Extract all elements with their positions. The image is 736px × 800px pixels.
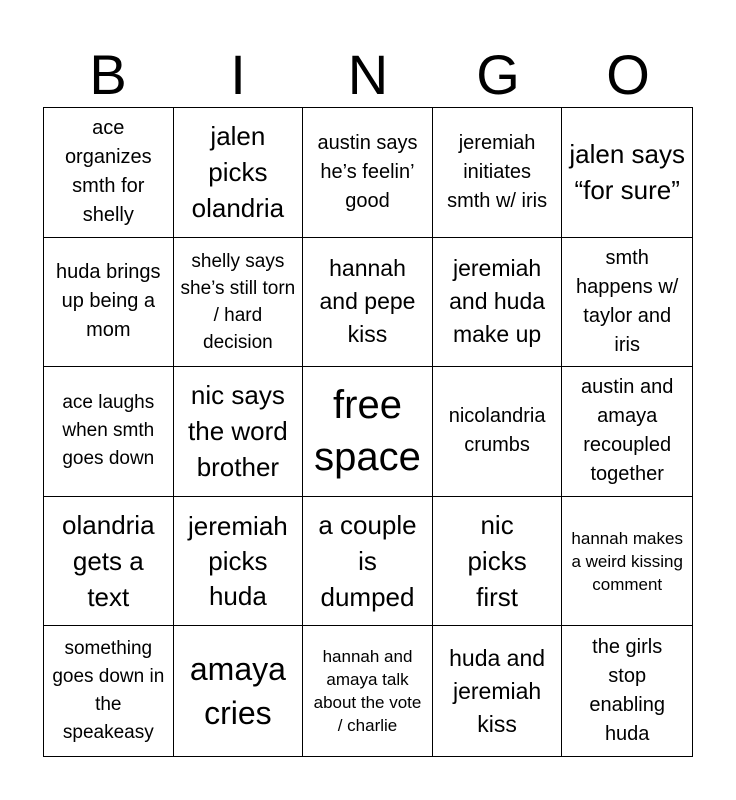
bingo-cell[interactable] [433,108,563,238]
header-letter-i: I [230,43,246,106]
cell-text: huda brings up being a mom [56,261,161,342]
bingo-cell[interactable] [303,626,433,756]
cell-text: smth happens w/ taylor and iris [576,246,679,356]
bingo-cell[interactable] [174,497,304,627]
cell-text: ace laughs when smth goes down [62,392,155,470]
bingo-cell[interactable] [433,367,563,497]
cell-text: hannah and amaya talk about the vote / charlie [313,647,422,736]
cell-text: amaya cries [189,651,286,732]
bingo-cell[interactable] [562,497,692,627]
bingo-cell[interactable] [174,238,304,368]
cell-text: free space [314,383,421,480]
header-letter-n: N [347,43,389,106]
bingo-cell[interactable] [433,626,563,756]
bingo-cell[interactable] [44,238,174,368]
bingo-cell[interactable] [44,367,174,497]
cell-text: jeremiah and huda make up [449,255,546,348]
cell-text: nic picks first [467,510,527,613]
bingo-cell[interactable] [562,108,692,238]
cell-text: nicolandria crumbs [448,405,546,457]
header-letter-g: G [476,43,520,106]
cell-text: jeremiah picks huda [188,510,288,611]
bingo-cell[interactable] [433,497,563,627]
cell-text: a couple is dumped [318,510,417,613]
bingo-header [43,44,693,106]
bingo-cell[interactable] [562,626,692,756]
bingo-cell[interactable] [303,497,433,627]
cell-text: the girls stop enabling huda [589,636,665,746]
cell-text: olandria gets a text [62,510,155,613]
cell-text: austin and amaya recoupled together [581,376,674,486]
bingo-cell[interactable] [562,367,692,497]
cell-text: nic says the word brother [188,380,288,483]
cell-text: jalen picks olandria [191,121,285,224]
bingo-cell[interactable] [174,108,304,238]
cell-text: ace organizes smth for shelly [64,117,152,227]
bingo-cell[interactable] [303,367,433,497]
cell-text: shelly says she’s still torn / hard decision [180,250,296,353]
cell-text: something goes down in the speakeasy [52,638,165,744]
bingo-board [43,107,693,757]
header-letter-b: B [89,43,127,106]
bingo-cell[interactable] [562,238,692,368]
bingo-cell[interactable] [44,497,174,627]
bingo-cell[interactable] [433,238,563,368]
cell-text: austin says he’s feelin’ good [317,131,418,212]
cell-text: huda and jeremiah kiss [449,644,546,737]
bingo-cell[interactable] [303,108,433,238]
bingo-cell[interactable] [174,367,304,497]
cell-text: hannah makes a weird kissing comment [571,528,683,594]
bingo-cell[interactable] [44,108,174,238]
bingo-cell[interactable] [174,626,304,756]
bingo-cell[interactable] [303,238,433,368]
cell-text: jeremiah initiates smth w/ iris [447,131,548,212]
header-letter-o: O [606,43,650,106]
cell-text: jalen says “for sure” [569,139,685,206]
bingo-cell[interactable] [44,626,174,756]
cell-text: hannah and pepe kiss [319,255,416,348]
